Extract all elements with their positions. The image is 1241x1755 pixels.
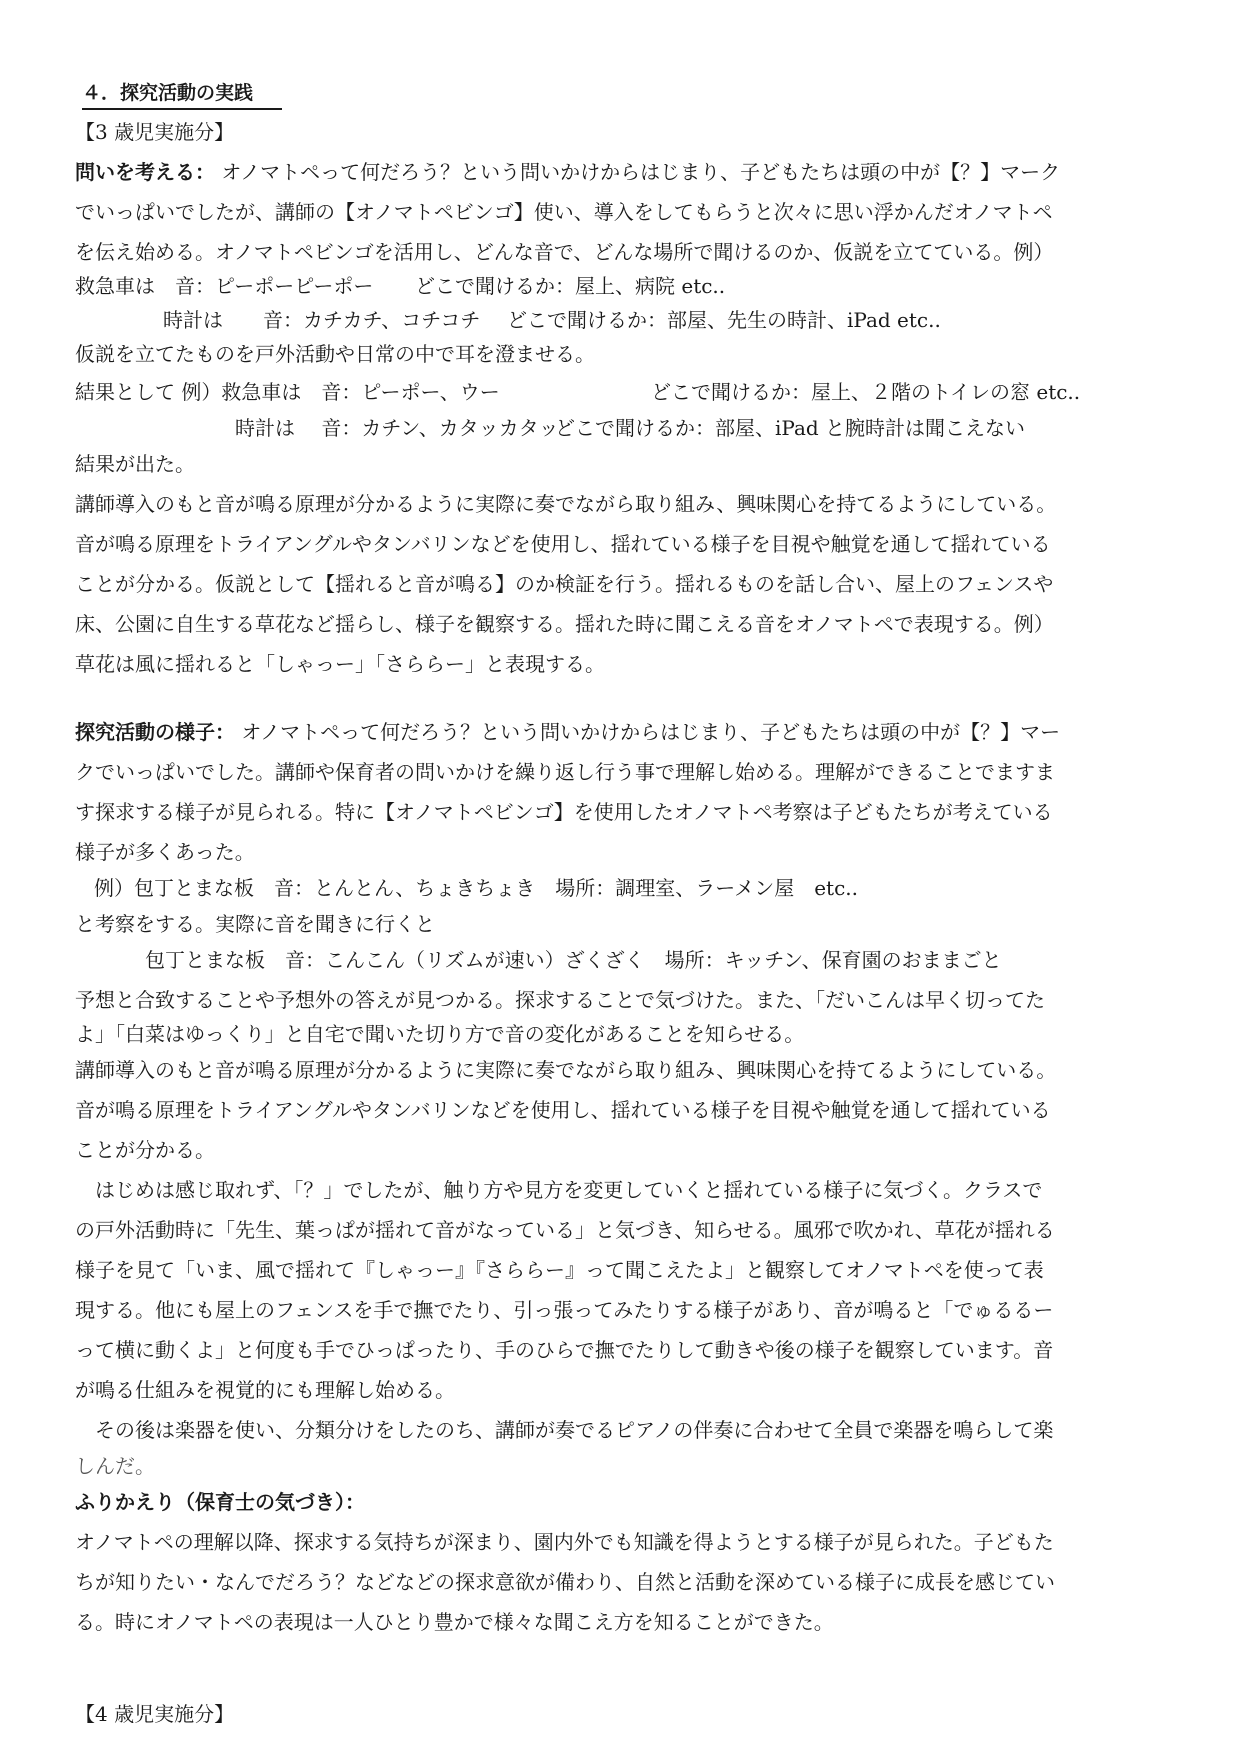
question-line-3: を伝え始める。オノマトペビンゴを活用し、どんな音で、どんな場所で聞けるのか、仮説を立てている。例） <box>75 240 1054 264</box>
paragraph-line: ことが分かる。仮説として【揺れると音が鳴る】のか検証を行う。揺れるものを話し合い、屋上のフェンスや <box>75 572 1054 596</box>
paragraph-line: 講師導入のもと音が鳴る原理が分かるように実際に奏でながら取り組み、興味関心を持てるようにしている。 <box>75 492 1057 516</box>
question-label: 問いを考える： <box>75 160 215 184</box>
age-3-label: 【3 歳児実施分】 <box>75 120 235 144</box>
paragraph-line: ことが分かる。 <box>75 1138 215 1162</box>
reflection-label: ふりかえり（保育士の気づき）： <box>75 1490 365 1514</box>
paragraph-line: しんだ。 <box>75 1454 155 1478</box>
activity-line: 様子が多くあった。 <box>75 840 255 864</box>
example-knife-prediction: 例）包丁とまな板 音：とんとん、ちょきちょき 場所：調理室、ラーメン屋 etc.. <box>94 876 858 900</box>
consideration-line: と考察をする。実際に音を聞きに行くと <box>75 912 435 936</box>
result-clock: 時計は 音：カチン、カタッカタッ どこで聞けるか：部屋、iPad と腕時計は聞こえない <box>235 416 1026 440</box>
paragraph-line: 様子を見て「いま、風で揺れて『しゃっー』『さららー』って聞こえたよ」と観察してオノマトペを使って表 <box>75 1258 1044 1282</box>
paragraph-line: その後は楽器を使い、分類分けをしたのち、講師が奏でるピアノの伴奏に合わせて全員で楽器を鳴らして楽 <box>95 1418 1054 1442</box>
paragraph-line: の戸外活動時に「先生、葉っぱが揺れて音がなっている」と気づき、知らせる。風邪で吹かれ、草花が揺れる <box>75 1218 1055 1242</box>
activity-line: クでいっぱいでした。講師や保育者の問いかけを繰り返し行う事で理解し始める。理解ができることでますま <box>75 760 1055 784</box>
result-ambulance: 結果として 例）救急車は 音：ピーポー、ウー どこで聞けるか：屋上、２階のトイレの窓 etc.. <box>75 380 1081 404</box>
section-heading: ４．探究活動の実践 <box>82 82 254 104</box>
paragraph-line: 音が鳴る原理をトライアングルやタンバリンなどを使用し、揺れている様子を目視や触覚を通して揺れている <box>75 1098 1051 1122</box>
paragraph-line: 講師導入のもと音が鳴る原理が分かるように実際に奏でながら取り組み、興味関心を持てるようにしている。 <box>75 1058 1057 1082</box>
question-line-2: でいっぱいでしたが、講師の【オノマトペビンゴ】使い、導入をしてもらうと次々に思い浮かんだオノマトペ <box>75 200 1053 224</box>
paragraph-line: よ」「白菜はゆっくり」と自宅で聞いた切り方で音の変化があることを知らせる。 <box>75 1022 805 1046</box>
heading-underline <box>82 108 282 110</box>
activity-line: す探求する様子が見られる。特に【オノマトペビンゴ】を使用したオノマトペ考察は子どもたちが考えている <box>75 800 1053 824</box>
reflection-line: ちが知りたい・なんでだろう？などなどの探求意欲が備わり、自然と活動を深めている様子に成長を感じてい <box>75 1570 1055 1594</box>
question-line-1: 問いを考える： オノマトペって何だろう？という問いかけからはじまり、子どもたちは頭の中が【？】マーク <box>75 160 1061 184</box>
age-4-label: 【4 歳児実施分】 <box>75 1702 235 1726</box>
example-knife-actual: 包丁とまな板 音：こんこん（リズムが速い）ざくざく 場所：キッチン、保育園のおままごと <box>145 948 1002 972</box>
reflection-line: オノマトペの理解以降、探求する気持ちが深まり、園内外でも知識を得ようとする様子が見られた。子どもた <box>75 1530 1054 1554</box>
paragraph-line: はじめは感じ取れず、「？」でしたが、触り方や見方を変更していくと揺れている様子に気づく。クラスで <box>95 1178 1043 1202</box>
paragraph-line: って横に動くよ」と何度も手でひっぱったり、手のひらで撫でたりして動きや後の様子を観察しています。音 <box>75 1338 1054 1362</box>
paragraph-line: が鳴る仕組みを視覚的にも理解し始める。 <box>75 1378 455 1402</box>
paragraph-line: 現する。他にも屋上のフェンスを手で撫でたり、引っ張ってみたりする様子があり、音が鳴ると「でゅるるー <box>75 1298 1054 1322</box>
reflection-line: る。時にオノマトペの表現は一人ひとり豊かで様々な聞こえ方を知ることができた。 <box>75 1610 834 1634</box>
activity-label: 探究活動の様子： <box>75 720 235 744</box>
result-end-line: 結果が出た。 <box>75 452 195 476</box>
example-clock: 時計は 音：カチカチ、コチコチ どこで聞けるか：部屋、先生の時計、iPad etc.. <box>163 308 941 332</box>
paragraph-line: 草花は風に揺れると「しゃっー」「さららー」と表現する。 <box>75 652 605 676</box>
paragraph-line: 予想と合致することや予想外の答えが見つかる。探求することで気づけた。また、「だいこんは早く切ってた <box>75 988 1045 1012</box>
activity-line-1: 探究活動の様子： オノマトペって何だろう？という問いかけからはじまり、子どもたちは頭の中が【？】マー <box>75 720 1061 744</box>
paragraph-line: 床、公園に自生する草花など揺らし、様子を観察する。揺れた時に聞こえる音をオノマトペで表現する。例） <box>75 612 1054 636</box>
example-ambulance: 救急車は 音：ピーポーピーポー どこで聞けるか：屋上、病院 etc.. <box>75 274 726 298</box>
paragraph-line: 音が鳴る原理をトライアングルやタンバリンなどを使用し、揺れている様子を目視や触覚を通して揺れている <box>75 532 1051 556</box>
hypothesis-line: 仮説を立てたものを戸外活動や日常の中で耳を澄ませる。 <box>75 342 595 366</box>
